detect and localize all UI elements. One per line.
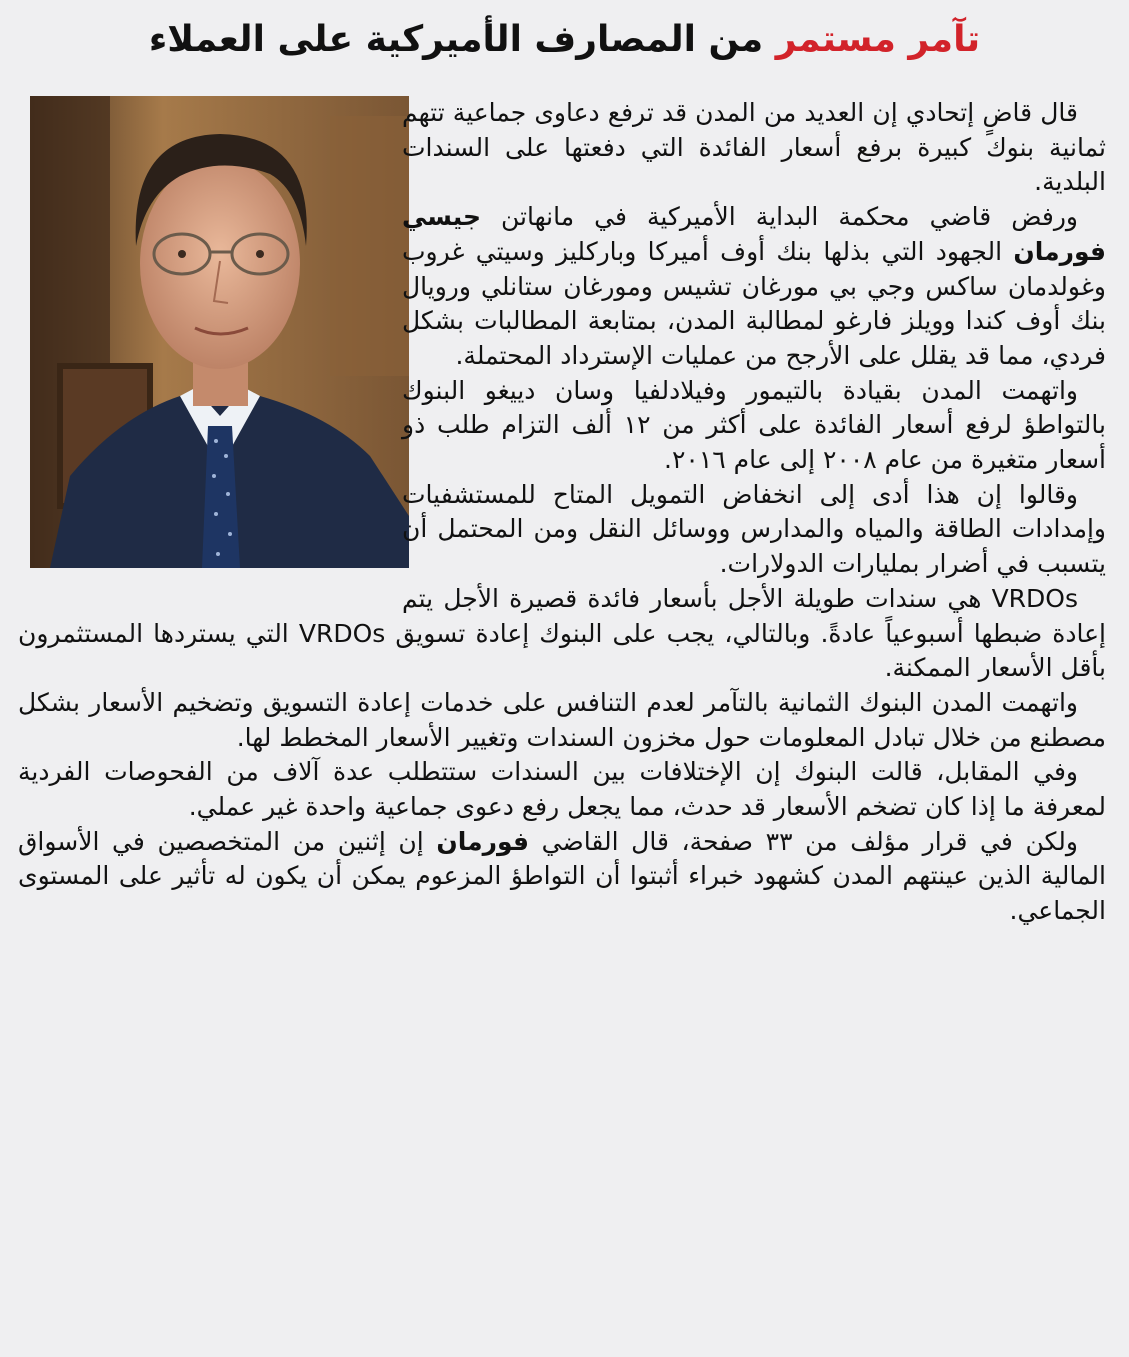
article-title: [0, 10, 1129, 70]
paragraph-6: واتهمت المدن البنوك الثمانية بالتآمر لعدم التنافس على خدمات إعادة التسويق وتضخيم الأسعار بشكل مصطنع من خلال تبادل المعلومات حول مخزون السندات وتغيير الأسعار المخطط لها.: [18, 687, 1106, 752]
photo-float-spacer: [0, 92, 402, 586]
article-title-accent: تآمر مستمر: [775, 19, 981, 60]
paragraph-1: قال قاضٍ إتحادي إن العديد من المدن قد ترفع دعاوى جماعية تتهم ثمانية بنوك كبيرة برفع أسعار الفائدة التي دفعتها على السندات البلدية.: [402, 98, 1106, 197]
paragraph-7: وفي المقابل، قالت البنوك إن الإختلافات بين السندات ستتطلب عدة آلاف من الفحوصات الفردية لمعرفة ما إذا كان تضخم الأسعار قد حدث، مما يجعل رفع دعوى جماعية واحدة غير عملي.: [18, 757, 1106, 822]
paragraph-5: VRDOs هي سندات طويلة الأجل بأسعار فائدة قصيرة الأجل يتم إعادة ضبطها أسبوعياً عادةً. وبالتالي، يجب على البنوك إعادة تسويق VRDOs التي يستردها المستثمرون بأقل الأسعار الممكنة.: [18, 583, 1107, 683]
article-title-rest: من المصارف الأميركية على العملاء: [148, 19, 776, 60]
judge-name: جيسي فورمان: [402, 202, 1106, 266]
paragraph-4: وقالوا إن هذا أدى إلى انخفاض التمويل المتاح للمستشفيات وإمدادات الطاقة والمياه والمدارس ووسائل النقل ومن المحتمل أن يتسبب في أضرار بمليارات الدولارات.: [402, 479, 1106, 579]
paragraph-3: واتهمت المدن بقيادة بالتيمور وفيلادلفيا وسان دييغو البنوك بالتواطؤ لرفع أسعار الفائدة على أكثر من ١٢ ألف التزام طلب ذو أسعار متغيرة من عام ٢٠٠٨ إلى عام ٢٠١٦.: [402, 375, 1107, 475]
judge-name-2: فورمان: [436, 826, 530, 856]
paragraph-2-start: ورفض قاضي محكمة البداية الأميركية في مانهاتن: [480, 202, 1078, 232]
paragraph-2-end: الجهود التي بذلها بنك أوف أميركا وباركليز وسيتي غروب وغولدمان ساكس وجي بي مورغان تشيس ومورغان ستانلي ورويال بنك أوف كندا وويلز فارغو لمطالبة المدن، بمتابعة المطالبات بشكل فردي، مما قد يقلل على الأرجح من عمليات الإسترداد المحتملة.: [402, 236, 1106, 370]
paragraph-8-end: إن إثنين من المتخصصين في الأسواق المالية الذين عينتهم المدن كشهود خبراء أثبتوا أن التواطؤ المزعوم يمكن أن يكون له تأثير على المستوى الجماعي.: [18, 826, 1106, 926]
article-body: [18, 96, 1106, 929]
paragraph-8: [18, 825, 1106, 929]
paragraph-8-start: ولكن في قرار مؤلف من ٣٣ صفحة، قال القاضي: [529, 826, 1078, 856]
